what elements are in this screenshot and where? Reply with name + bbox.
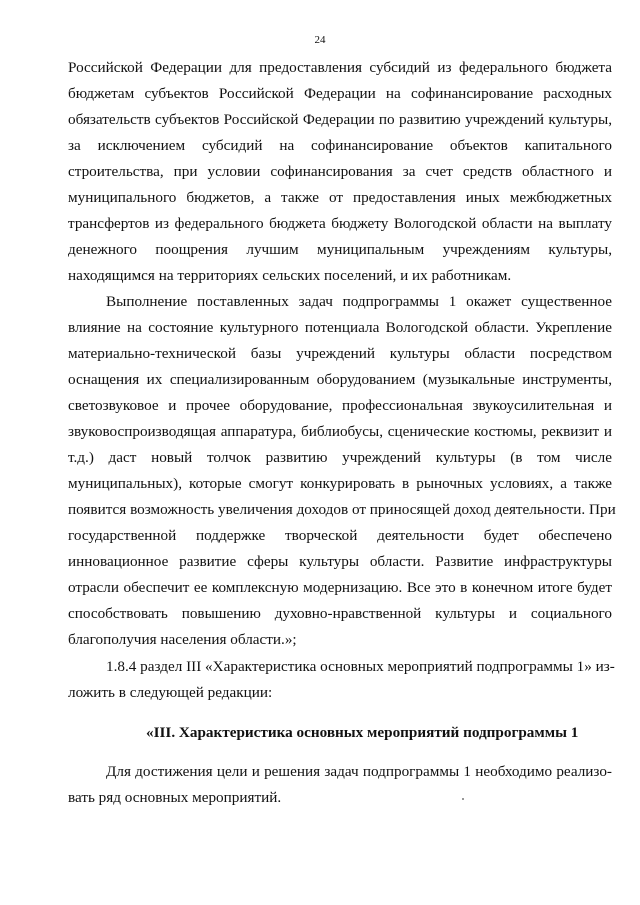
text-line: обязательств субъектов Российской Федерации по развитию учреждений культуры, xyxy=(68,111,612,128)
text-line: за исключением субсидий на софинансирование объектов капитального xyxy=(68,137,612,154)
section-heading: «III. Характеристика основных мероприятий подпрограммы 1 xyxy=(146,724,579,741)
text-line: материально-технической базы учреждений культуры области посредством xyxy=(68,345,612,362)
text-line: отрасли обеспечит ее комплексную модернизацию. Все это в конечном итоге будет xyxy=(68,579,612,596)
text-line: трансфертов из федерального бюджета бюджету Вологодской области на выплату xyxy=(68,215,612,232)
text-line: Российской Федерации для предоставления субсидий из федерального бюджета xyxy=(68,59,612,76)
text-line: бюджетам субъектов Российской Федерации на софинансирование расходных xyxy=(68,85,612,102)
text-line: денежного поощрения лучшим муниципальным учреждениям культуры, xyxy=(68,241,612,258)
text-line: находящимся на территориях сельских поселений, и их работникам. xyxy=(68,267,512,284)
text-line: 1.8.4 раздел III «Характеристика основных мероприятий подпрограммы 1» из- xyxy=(106,658,615,675)
text-line: звуковоспроизводящая аппаратура, библиобусы, сценические костюмы, реквизит и xyxy=(68,423,612,440)
text-line: инновационное развитие сферы культуры области. Развитие инфраструктуры xyxy=(68,553,612,570)
text-line: оснащения их специализированным оборудованием (музыкальные инструменты, xyxy=(68,371,612,388)
text-line: Для достижения цели и решения задач подпрограммы 1 необходимо реализо- xyxy=(106,763,612,780)
text-line: вать ряд основных мероприятий. xyxy=(68,789,282,806)
text-line: благополучия населения области.»; xyxy=(68,631,297,648)
text-line: муниципальных), которые смогут конкурировать в рыночных условиях, а также xyxy=(68,475,612,492)
text-line: муниципального бюджетов, а также от предоставления иных межбюджетных xyxy=(68,189,612,206)
text-line: появится возможность увеличения доходов от приносящей доход деятельности. При xyxy=(68,501,616,518)
text-line: ложить в следующей редакции: xyxy=(68,684,273,701)
text-line: способствовать повышению духовно-нравственной культуры и социального xyxy=(68,605,612,622)
text-line: государственной поддержке творческой деятельности будет обеспечено xyxy=(68,527,612,544)
scan-speck xyxy=(462,798,464,800)
text-line: строительства, при условии софинансирования за счет средств областного и xyxy=(68,163,612,180)
text-line: светозвуковое и прочее оборудование, профессиональная звукоусилительная и xyxy=(68,397,612,414)
text-line: влияние на состояние культурного потенциала Вологодской области. Укрепление xyxy=(68,319,612,336)
page-number: 24 xyxy=(314,34,326,46)
text-line: т.д.) даст новый толчок развитию учреждений культуры (в том числе xyxy=(68,449,612,466)
text-line: Выполнение поставленных задач подпрограммы 1 окажет существенное xyxy=(106,293,612,310)
